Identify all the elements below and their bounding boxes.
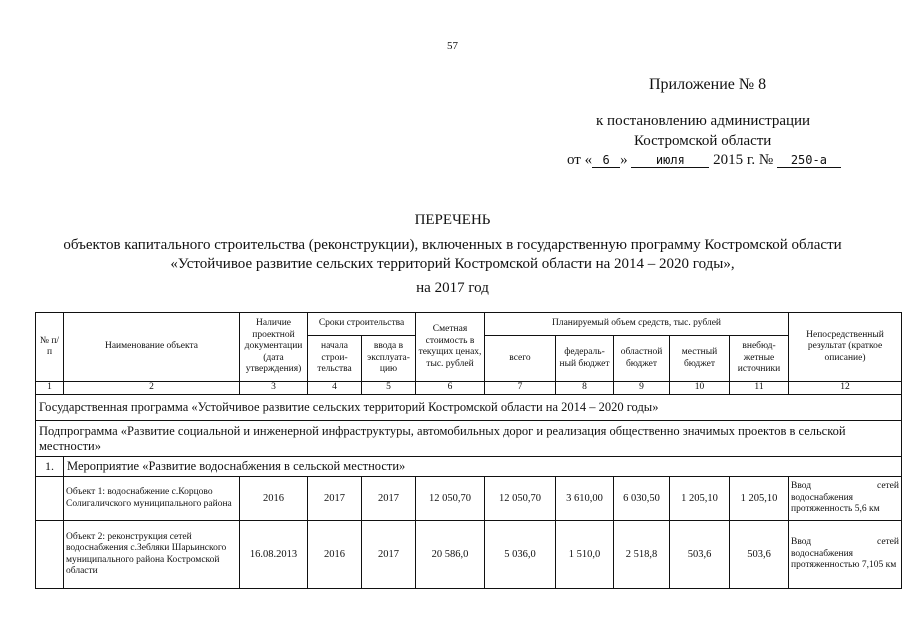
cell-local: 1 205,10 xyxy=(670,477,730,521)
column-number: 3 xyxy=(240,382,308,395)
appendix-line-2: Костромской области xyxy=(634,133,772,149)
header-regional: областной бюджет xyxy=(614,336,670,382)
header-commission: ввода в эксплуата-цию xyxy=(362,336,416,382)
cell-federal: 3 610,00 xyxy=(556,477,614,521)
result-word-b: сетей xyxy=(876,481,899,492)
column-number: 10 xyxy=(670,382,730,395)
objects-table xyxy=(35,312,902,589)
column-number: 1 xyxy=(36,382,64,395)
document-subtitle-2: «Устойчивое развитие сельских территорий Костромской области на 2014 – 2020 годы», xyxy=(170,256,735,272)
decree-number: 250-а xyxy=(777,153,841,168)
document-subtitle-1: объектов капитального строительства (реконструкции), включенных в государственную программу Костромской области xyxy=(63,237,842,253)
header-planned: Планируемый объем средств, тыс. рублей xyxy=(485,313,789,336)
column-number: 2 xyxy=(64,382,240,395)
header-terms: Сроки строительства xyxy=(308,313,416,336)
cell-start: 2017 xyxy=(308,477,362,521)
document-title: ПЕРЕЧЕНЬ xyxy=(414,212,491,228)
result-text: водоснабжения протяженность 5,6 км xyxy=(791,492,880,515)
header-cost: Сметная стоимость в текущих ценах, тыс. рублей xyxy=(416,313,485,382)
cell-commission: 2017 xyxy=(362,521,416,589)
date-year: 2015 г. № xyxy=(713,152,774,168)
header-start: начала строи-тельства xyxy=(308,336,362,382)
document-subtitle-3: на 2017 год xyxy=(416,280,489,296)
table-row xyxy=(36,521,902,589)
header-docs: Наличие проектной документации (дата утверждения) xyxy=(240,313,308,382)
header-num: № п/п xyxy=(36,313,64,382)
cell-total: 5 036,0 xyxy=(485,521,556,589)
cell-regional: 2 518,8 xyxy=(614,521,670,589)
column-number: 12 xyxy=(789,382,902,395)
header-offbudget: внебюд-жетные источники xyxy=(730,336,789,382)
cell-offbudget: 1 205,10 xyxy=(730,477,789,521)
cell-docs: 2016 xyxy=(240,477,308,521)
result-word-a: Ввод xyxy=(791,537,812,548)
cell-local: 503,6 xyxy=(670,521,730,589)
result-text: водоснабжения протяженностью 7,105 км xyxy=(791,548,897,571)
page-number: 57 xyxy=(447,40,458,52)
appendix-line-1: к постановлению администрации xyxy=(596,113,811,129)
table-row xyxy=(36,477,902,521)
cell-result xyxy=(789,521,902,589)
column-number: 9 xyxy=(614,382,670,395)
column-number: 11 xyxy=(730,382,789,395)
cell-docs: 16.08.2013 xyxy=(240,521,308,589)
header-federal: федераль-ный бюджет xyxy=(556,336,614,382)
object-name: Объект 2: реконструкция сетей водоснабжения с.Зебляки Шарьинского муниципального района Костромской области xyxy=(64,521,240,589)
result-word-b: сетей xyxy=(876,537,899,548)
column-number: 7 xyxy=(485,382,556,395)
column-number: 8 xyxy=(556,382,614,395)
cell-cost: 20 586,0 xyxy=(416,521,485,589)
appendix-date xyxy=(567,152,841,169)
column-number: 4 xyxy=(308,382,362,395)
cell-regional: 6 030,50 xyxy=(614,477,670,521)
date-prefix: от « xyxy=(567,152,593,168)
cell-commission: 2017 xyxy=(362,477,416,521)
header-local: местный бюджет xyxy=(670,336,730,382)
date-month: июля xyxy=(631,153,709,168)
program-row: Государственная программа «Устойчивое развитие сельских территорий Костромской области на 2014 – 2020 годы» xyxy=(36,395,902,421)
measure-row: Мероприятие «Развитие водоснабжения в сельской местности» xyxy=(64,457,902,477)
cell-cost: 12 050,70 xyxy=(416,477,485,521)
cell-total: 12 050,70 xyxy=(485,477,556,521)
cell-federal: 1 510,0 xyxy=(556,521,614,589)
header-total: всего xyxy=(485,336,556,382)
column-number: 5 xyxy=(362,382,416,395)
header-name: Наименование объекта xyxy=(64,313,240,382)
date-mid: » xyxy=(620,152,628,168)
cell-result xyxy=(789,477,902,521)
result-word-a: Ввод xyxy=(791,481,812,492)
date-day: 6 xyxy=(592,153,620,168)
header-result: Непосредственный результат (краткое описание) xyxy=(789,313,902,382)
cell-start: 2016 xyxy=(308,521,362,589)
object-name: Объект 1: водоснабжение с.Корцово Солигаличского муниципального района xyxy=(64,477,240,521)
cell-offbudget: 503,6 xyxy=(730,521,789,589)
column-number: 6 xyxy=(416,382,485,395)
subprogram-row: Подпрограмма «Развитие социальной и инженерной инфраструктуры, автомобильных дорог и реализация общественно значимых проектов в сельской местности» xyxy=(36,421,902,457)
appendix-title: Приложение № 8 xyxy=(649,76,767,93)
measure-number: 1. xyxy=(36,457,64,477)
